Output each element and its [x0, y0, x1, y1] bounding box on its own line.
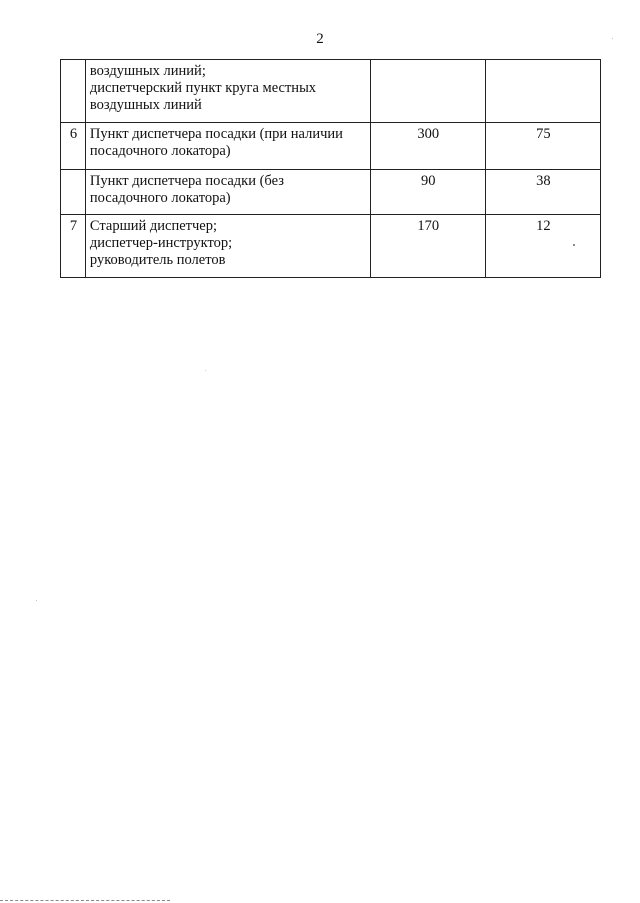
value-1-cell: 170: [370, 215, 485, 278]
positions-table: [60, 59, 601, 278]
position-name-cell: [85, 123, 370, 170]
position-name-line: Пункт диспетчера посадки (без: [89, 173, 284, 189]
position-name-cell: [85, 215, 370, 278]
row-number-cell: 7: [61, 215, 86, 278]
table-row: [61, 170, 601, 215]
value-1-cell: 90: [370, 170, 485, 215]
scan-speck: [573, 244, 575, 246]
value-1-cell: 300: [370, 123, 485, 170]
scan-speck: [36, 600, 37, 601]
position-name-line: Старший диспетчер;: [89, 218, 218, 234]
position-name-line: Пункт диспетчера посадки (при наличии: [89, 126, 343, 142]
row-number-cell: 6: [61, 123, 86, 170]
position-name-line: посадочного локатора): [89, 143, 231, 159]
position-name-line: диспетчер-инструктор;: [89, 235, 233, 251]
table-row: [61, 123, 601, 170]
value-1-cell: [370, 60, 485, 123]
value-2-cell: [485, 60, 600, 123]
value-2-cell: 12: [485, 215, 600, 278]
table-row: [61, 60, 601, 123]
position-name-line: руководитель полетов: [89, 252, 226, 268]
scan-speck: [612, 38, 613, 39]
row-number-cell: [61, 170, 86, 215]
position-name-line: посадочного локатора): [89, 190, 231, 206]
value-2-cell: 75: [485, 123, 600, 170]
scan-speck: [205, 370, 206, 371]
position-name-line: воздушных линий: [89, 97, 202, 113]
page-number: 2: [316, 31, 324, 47]
row-number-cell: [61, 60, 86, 123]
table-row: [61, 215, 601, 278]
value-2-cell: 38: [485, 170, 600, 215]
scan-edge-mark: [0, 900, 170, 901]
position-name-cell: [85, 60, 370, 123]
position-name-line: воздушных линий;: [89, 63, 206, 79]
position-name-line: диспетчерский пункт круга местных: [89, 80, 317, 96]
position-name-cell: [85, 170, 370, 215]
